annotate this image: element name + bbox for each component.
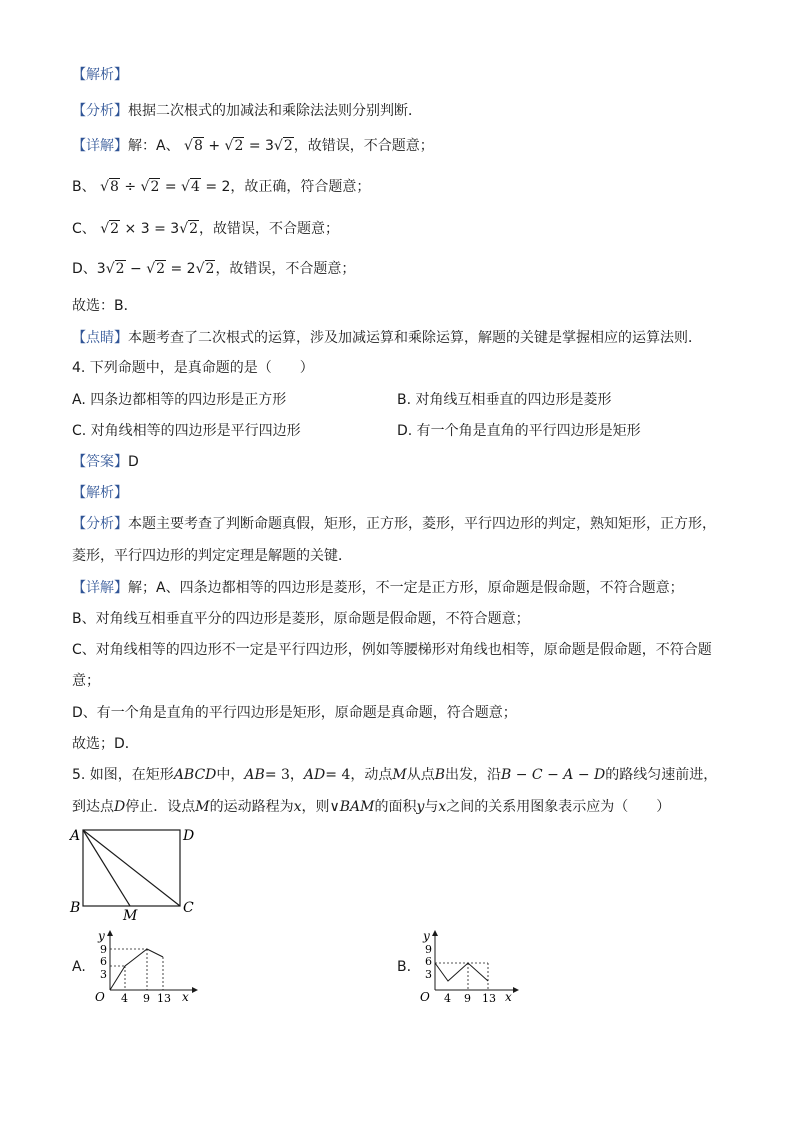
coefficient: 3 bbox=[265, 138, 274, 154]
y-tick: 9 bbox=[100, 943, 107, 956]
detail-d-prefix: D、 bbox=[72, 261, 97, 277]
value-ad: = 4 bbox=[325, 767, 351, 783]
detail-line-c bbox=[72, 219, 339, 239]
y-axis-arrow bbox=[432, 930, 438, 936]
x-label: x bbox=[182, 990, 189, 1002]
point-d: D bbox=[114, 799, 126, 815]
detail-line-c-cont: 意； bbox=[72, 673, 100, 689]
rect-name: ABCD bbox=[173, 767, 217, 783]
point-m: M bbox=[195, 799, 210, 815]
coefficient: 3 bbox=[96, 261, 106, 277]
x-tick: 9 bbox=[464, 992, 471, 1002]
radical: √2 bbox=[140, 179, 160, 195]
tag-dianjing: 【点睛】 bbox=[72, 330, 128, 346]
var-x: x bbox=[438, 799, 447, 815]
answer-value: D bbox=[128, 454, 139, 470]
radicand: 2 bbox=[115, 261, 125, 277]
detail-a-suffix: ，故错误，不合题意； bbox=[293, 138, 434, 154]
y-axis-arrow bbox=[107, 930, 113, 936]
route: B − C − A − D bbox=[501, 767, 606, 783]
detail-a-text: 解；A、四条边都相等的四边形是菱形，不一定是正方形，原命题是假命题，不符合题意； bbox=[128, 580, 684, 596]
tag-xiangjie: 【详解】 bbox=[72, 138, 128, 154]
answer-line bbox=[72, 452, 139, 472]
coefficient: 2 bbox=[186, 261, 196, 277]
curve bbox=[110, 949, 163, 990]
graph-option-a bbox=[90, 926, 200, 1002]
detail-line-a bbox=[72, 136, 434, 156]
label-b: B bbox=[70, 900, 81, 916]
radicand: 8 bbox=[109, 179, 119, 195]
y-tick: 9 bbox=[425, 943, 432, 956]
rectangle-figure bbox=[66, 818, 200, 922]
radicand: 2 bbox=[283, 138, 293, 154]
heading-jiexi: 【解析】 bbox=[72, 67, 128, 83]
radical: √2 bbox=[224, 138, 244, 154]
detail-line-c: C、对角线相等的四边形不一定是平行四边形，例如等腰梯形对角线也相等，原命题是假命题，不符合题 bbox=[72, 642, 712, 658]
detail-line-a bbox=[72, 578, 684, 598]
radical: √2 bbox=[105, 261, 125, 277]
q4-option-a: A. 四条边都相等的四边形是正方形 bbox=[72, 392, 287, 408]
x-tick: 13 bbox=[157, 992, 171, 1002]
coefficient: 3 bbox=[170, 221, 180, 237]
q5-option-b-label: B. bbox=[397, 959, 412, 975]
q5-option-a-label: A. bbox=[72, 959, 86, 975]
text: ， bbox=[289, 767, 304, 783]
radical: √2 bbox=[195, 261, 215, 277]
tag-fenxi: 【分析】 bbox=[72, 516, 128, 532]
radical: √2 bbox=[273, 138, 293, 154]
question-4-stem: 4. 下列命题中，是真命题的是（ ） bbox=[72, 360, 314, 376]
times-equals: × 3 = bbox=[124, 221, 166, 237]
radical: √8 bbox=[100, 179, 119, 195]
x-tick: 4 bbox=[121, 992, 128, 1002]
plus-sign: + bbox=[208, 138, 221, 154]
equals-sign: = bbox=[170, 261, 183, 277]
q4-option-d: D. 有一个角是直角的平行四边形是矩形 bbox=[397, 423, 641, 439]
x-tick: 4 bbox=[444, 992, 451, 1002]
detail-line-b bbox=[72, 177, 370, 197]
label-d: D bbox=[183, 828, 195, 844]
radicand: 2 bbox=[110, 221, 120, 237]
triangle-bam: ∨BAM bbox=[329, 799, 375, 815]
text: 的面积 bbox=[374, 799, 417, 815]
radical: √2 bbox=[146, 261, 166, 277]
detail-c-prefix: C、 bbox=[72, 221, 96, 237]
radical: √2 bbox=[100, 221, 120, 237]
radical: √8 bbox=[184, 138, 203, 154]
x-tick: 9 bbox=[143, 992, 150, 1002]
diagonal-ac bbox=[83, 830, 180, 906]
analysis-text: 本题主要考查了判断命题真假，矩形，正方形，菱形，平行四边形的判定，熟知矩形，正方形， bbox=[128, 516, 716, 532]
detail-line-d: D、有一个角是直角的平行四边形是矩形，原命题是真命题，符合题意； bbox=[72, 705, 517, 721]
text: 从点 bbox=[406, 767, 435, 783]
text: 与 bbox=[424, 799, 439, 815]
analysis-line-2: 菱形，平行四边形的判定定理是解题的关键． bbox=[72, 548, 352, 564]
text: 5. 如图，在矩形 bbox=[72, 767, 174, 783]
divide-sign: ÷ bbox=[124, 179, 137, 195]
result: = 2 bbox=[205, 179, 231, 195]
question-5-line-2 bbox=[72, 797, 670, 817]
point-b: B bbox=[434, 767, 445, 783]
y-tick: 6 bbox=[100, 955, 107, 968]
heading-jiexi: 【解析】 bbox=[72, 485, 128, 501]
y-label: y bbox=[98, 929, 105, 943]
point-m: M bbox=[392, 767, 407, 783]
q4-option-b: B. 对角线互相垂直的四边形是菱形 bbox=[397, 392, 612, 408]
var-y: y bbox=[416, 799, 425, 815]
tag-fenxi: 【分析】 bbox=[72, 103, 128, 119]
detail-d-suffix: ，故错误，不合题意； bbox=[215, 261, 356, 277]
radicand: 2 bbox=[150, 179, 160, 195]
label-c: C bbox=[183, 900, 194, 916]
detail-line-d bbox=[72, 259, 355, 279]
y-tick: 3 bbox=[100, 968, 107, 981]
label-m: M bbox=[123, 908, 138, 922]
text: 的路线匀速前进， bbox=[605, 767, 718, 783]
text: 的运动路程为 bbox=[209, 799, 294, 815]
radical: √2 bbox=[179, 221, 199, 237]
origin-label: O bbox=[420, 990, 430, 1002]
radical: √4 bbox=[181, 179, 200, 195]
y-tick: 6 bbox=[425, 955, 432, 968]
tag-xiangjie: 【详解】 bbox=[72, 580, 128, 596]
q4-option-c: C. 对角线相等的四边形是平行四边形 bbox=[72, 423, 301, 439]
y-label: y bbox=[423, 929, 430, 943]
text: ，动点 bbox=[350, 767, 393, 783]
radicand: 4 bbox=[190, 179, 200, 195]
detail-a-prefix: 解：A、 bbox=[128, 138, 180, 154]
radicand: 8 bbox=[193, 138, 203, 154]
comment-text: 本题考查了二次根式的运算，涉及加减运算和乘除运算，解题的关键是掌握相应的运算法则． bbox=[128, 330, 702, 346]
label-a: A bbox=[70, 828, 81, 844]
text: ，则 bbox=[301, 799, 330, 815]
graph-option-b bbox=[415, 926, 525, 1002]
radicand: 2 bbox=[234, 138, 244, 154]
analysis-line bbox=[72, 101, 422, 121]
segment-am bbox=[83, 830, 130, 906]
radicand: 2 bbox=[205, 261, 215, 277]
x-axis-arrow bbox=[513, 987, 519, 993]
minus-sign: − bbox=[130, 261, 142, 277]
text: 中， bbox=[216, 767, 245, 783]
detail-c-suffix: ，故错误，不合题意； bbox=[199, 221, 340, 237]
x-label: x bbox=[505, 990, 512, 1002]
x-axis-arrow bbox=[192, 987, 198, 993]
curve bbox=[435, 963, 488, 981]
equals-sign: = bbox=[164, 179, 177, 195]
analysis-line bbox=[72, 514, 716, 534]
analysis-text: 根据二次根式的加减法和乘除法法则分别判断． bbox=[128, 103, 422, 119]
detail-b-prefix: B、 bbox=[72, 179, 96, 195]
detail-b-suffix: ，故正确，符合题意； bbox=[230, 179, 371, 195]
var-x: x bbox=[293, 799, 302, 815]
choice-line: 故选：B． bbox=[72, 298, 138, 314]
tag-answer: 【答案】 bbox=[72, 454, 128, 470]
x-tick: 13 bbox=[482, 992, 496, 1002]
radicand: 2 bbox=[156, 261, 166, 277]
text: 出发，沿 bbox=[445, 767, 501, 783]
segment-ab: AB bbox=[244, 767, 265, 783]
y-tick: 3 bbox=[425, 968, 432, 981]
question-5-line-1 bbox=[72, 765, 717, 785]
comment-line bbox=[72, 328, 702, 348]
segment-ad: AD bbox=[303, 767, 326, 783]
origin-label: O bbox=[95, 990, 105, 1002]
text: 停止．设点 bbox=[125, 799, 196, 815]
text: 到达点 bbox=[72, 799, 114, 815]
choice-line: 故选；D． bbox=[72, 736, 139, 752]
detail-line-b: B、对角线互相垂直平分的四边形是菱形，原命题是假命题，不符合题意； bbox=[72, 611, 530, 627]
equals-sign: = bbox=[248, 138, 261, 154]
text: 之间的关系用图象表示应为（ ） bbox=[446, 799, 671, 815]
value-ab: = 3 bbox=[264, 767, 290, 783]
radicand: 2 bbox=[189, 221, 199, 237]
